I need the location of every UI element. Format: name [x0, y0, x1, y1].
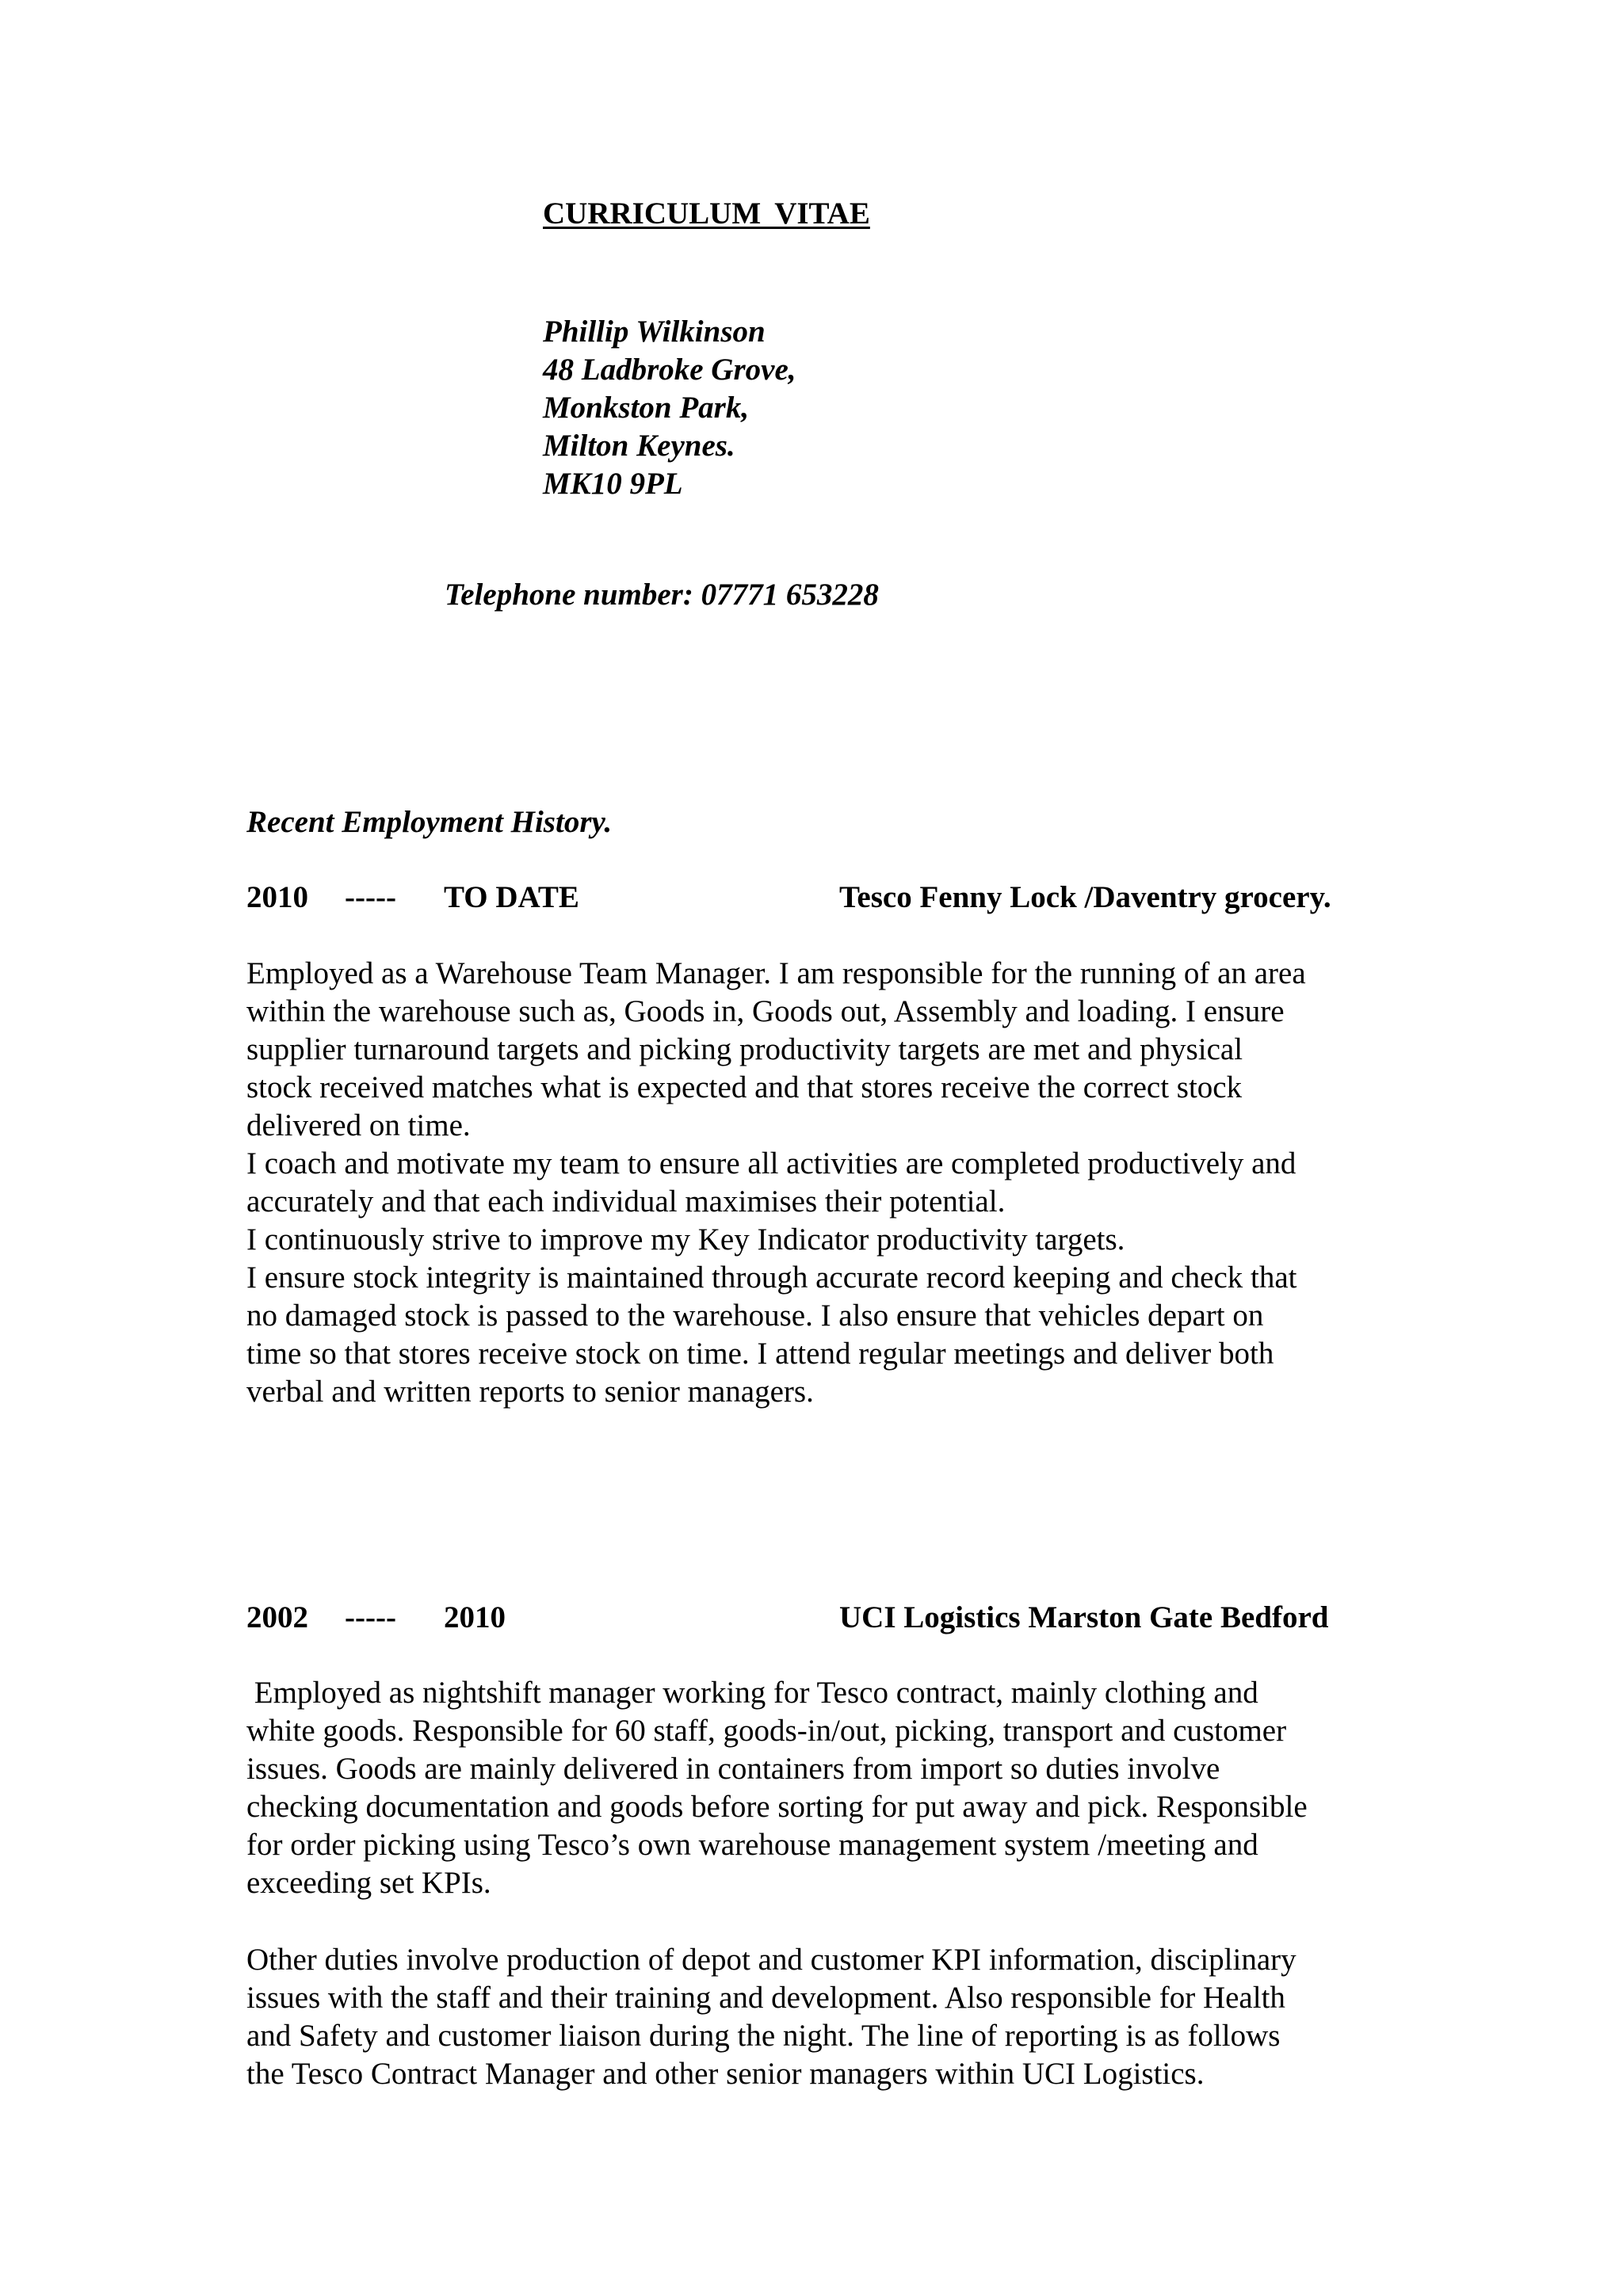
text-line: Employed as a Warehouse Team Manager. I am responsible for the running of an area: [246, 956, 1306, 990]
telephone-line: Telephone number: 07771 653228: [445, 578, 879, 612]
job-description: [246, 1674, 1403, 1902]
job-employer: UCI Logistics Marston Gate Bedford: [839, 1600, 1329, 1634]
text-line: issues. Goods are mainly delivered in containers from import so duties involve: [246, 1752, 1220, 1786]
text-line: white goods. Responsible for 60 staff, goods-in/out, picking, transport and customer: [246, 1714, 1287, 1748]
text-line: Other duties involve production of depot and customer KPI information, disciplinary: [246, 1943, 1296, 1977]
text-line: delivered on time.: [246, 1108, 471, 1142]
job-header-row: [246, 879, 1388, 917]
text-line: I continuously strive to improve my Key Indicator productivity targets.: [246, 1222, 1125, 1257]
job-date-from: 2002: [246, 1600, 308, 1634]
text-line: stock received matches what is expected and that stores receive the correct stock: [246, 1070, 1243, 1104]
job-description: [246, 955, 1403, 1411]
job-description-continued: [246, 1941, 1403, 2093]
job-employer: Tesco Fenny Lock /Daventry grocery.: [839, 880, 1331, 914]
text-line: supplier turnaround targets and picking productivity targets are met and physical: [246, 1032, 1243, 1066]
text-line: the Tesco Contract Manager and other senior managers within UCI Logistics.: [246, 2057, 1205, 2091]
text-line: issues with the staff and their training and development. Also responsible for Health: [246, 1981, 1285, 2015]
address-postcode: MK10 9PL: [543, 467, 683, 501]
text-line: checking documentation and goods before sorting for put away and pick. Responsible: [246, 1790, 1308, 1824]
document-title: CURRICULUM VITAE: [543, 196, 870, 231]
text-line: I ensure stock integrity is maintained through accurate record keeping and check that: [246, 1261, 1297, 1295]
job-date-from: 2010: [246, 880, 308, 914]
text-line: verbal and written reports to senior managers.: [246, 1375, 814, 1409]
address-block: [543, 313, 796, 503]
address-district: Monkston Park,: [543, 391, 750, 425]
job-date-separator: -----: [345, 880, 396, 914]
address-name: Phillip Wilkinson: [543, 315, 766, 349]
text-line: within the warehouse such as, Goods in, Goods out, Assembly and loading. I ensure: [246, 994, 1285, 1028]
address-street: 48 Ladbroke Grove,: [543, 353, 796, 387]
job-header-row: [246, 1599, 1388, 1637]
text-line: and Safety and customer liaison during the night. The line of reporting is as follows: [246, 2019, 1281, 2053]
job-date-to: TO DATE: [444, 880, 579, 914]
text-line: accurately and that each individual maximises their potential.: [246, 1184, 1006, 1219]
section-heading-employment: Recent Employment History.: [246, 805, 613, 839]
address-town: Milton Keynes.: [543, 429, 735, 463]
text-line: no damaged stock is passed to the warehouse. I also ensure that vehicles depart on: [246, 1299, 1264, 1333]
text-line: I coach and motivate my team to ensure all activities are completed productively and: [246, 1146, 1296, 1180]
job-date-to: 2010: [444, 1600, 506, 1634]
job-date-separator: -----: [345, 1600, 396, 1634]
text-line: for order picking using Tesco’s own warehouse management system /meeting and: [246, 1828, 1258, 1862]
text-line: time so that stores receive stock on time. I attend regular meetings and deliver both: [246, 1337, 1274, 1371]
text-line: exceeding set KPIs.: [246, 1866, 491, 1900]
text-line: Employed as nightshift manager working for Tesco contract, mainly clothing and: [246, 1676, 1258, 1710]
